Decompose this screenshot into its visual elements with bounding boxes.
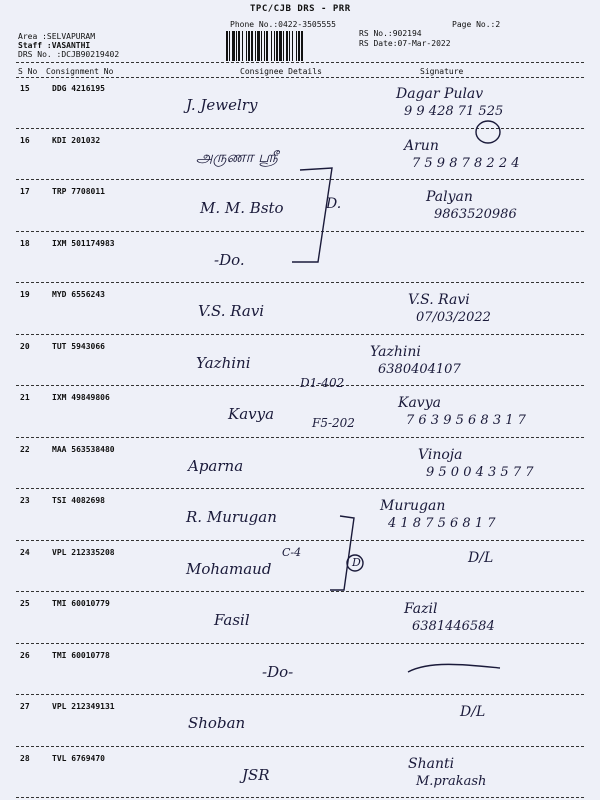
receiver-signature: Palyan <box>426 189 473 205</box>
receiver-signature: Yazhini <box>370 343 421 360</box>
row-serial-number: 18 <box>20 238 30 248</box>
receiver-phone-handwritten: 9863520986 <box>434 207 517 222</box>
row-consignment-number: TVL 6769470 <box>52 753 105 763</box>
receiver-signature: Arun <box>404 137 439 154</box>
row-consignment-number: VPL 212349131 <box>52 702 115 711</box>
row-serial-number: 19 <box>20 290 30 299</box>
rs-number: RS No.:902194 <box>359 29 422 38</box>
row-serial-number: 23 <box>20 496 30 505</box>
consignee-name-handwritten: M. M. Bsto <box>200 199 284 217</box>
consignee-name-handwritten: J. Jewelry <box>186 96 258 114</box>
bracket-stroke-rows-17-19 <box>292 168 332 262</box>
column-sno: S No <box>18 67 38 76</box>
column-consignee: Consignee Details <box>240 67 322 76</box>
receiver-phone-handwritten: 6381446584 <box>412 619 495 634</box>
consignee-name-handwritten: Mohamaud <box>186 559 272 578</box>
receiver-signature: D/L <box>460 704 486 720</box>
receiver-phone-handwritten: 07/03/2022 <box>416 310 491 325</box>
consignee-name-handwritten: -Do. <box>214 250 245 269</box>
document-title: TPC/CJB DRS - PRR <box>250 4 351 14</box>
row-consignment-number: TSI 4082698 <box>52 496 105 505</box>
row-consignment-number: KDI 201032 <box>52 135 101 145</box>
row-consignment-number: DDG 4216195 <box>52 84 105 93</box>
row-serial-number: 28 <box>20 753 30 763</box>
area-label: Area :SELVAPURAM <box>18 32 96 41</box>
row-consignment-number: VPL 212335208 <box>52 547 115 557</box>
drs-number: DRS No. :DCJB90219402 <box>18 50 120 59</box>
row-consignment-number: TMI 60010778 <box>52 650 110 660</box>
row-serial-number: 24 <box>20 547 30 557</box>
staff-label: Staff :VASANTHI <box>18 41 91 50</box>
receiver-signature: Kavya <box>398 395 441 411</box>
row-consignment-number: TUT 5943066 <box>52 341 105 351</box>
receiver-signature: Shanti <box>408 755 455 772</box>
receiver-signature: D/L <box>468 549 494 566</box>
row-serial-number: 17 <box>20 187 30 196</box>
consignee-name-handwritten: Yazhini <box>196 353 251 372</box>
page-number: Page No.:2 <box>452 20 501 29</box>
row-consignment-number: MAA 563538480 <box>52 444 115 454</box>
consignee-name-handwritten: JSR <box>242 765 270 784</box>
row-serial-number: 27 <box>20 702 30 711</box>
receiver-signature: Vinoja <box>418 446 463 463</box>
row-consignment-number: TMI 60010779 <box>52 599 110 608</box>
receiver-phone-handwritten: 6380404107 <box>378 361 461 377</box>
row-consignment-number: IXM 49849806 <box>52 393 110 402</box>
row-serial-number: 21 <box>20 393 30 402</box>
annotation-d: D. <box>326 196 342 212</box>
row-consignment-number: TRP 7708011 <box>52 187 105 196</box>
consignee-name-handwritten: R. Murugan <box>186 508 277 526</box>
column-consignment: Consignment No <box>46 67 114 76</box>
consignee-name-handwritten: V.S. Ravi <box>198 302 265 320</box>
annotation-c4: C-4 <box>282 546 302 559</box>
row-serial-number: 22 <box>20 444 30 454</box>
row-consignment-number: MYD 6556243 <box>52 290 105 299</box>
row-serial-number: 16 <box>20 135 30 145</box>
row-consignment-number: IXM 501174983 <box>52 238 115 248</box>
consignee-name-handwritten: Shoban <box>188 714 246 732</box>
row-serial-number: 25 <box>20 599 30 608</box>
circle-mark <box>347 555 363 571</box>
consignee-name-handwritten: Aparna <box>188 456 244 475</box>
receiver-signature: Murugan <box>380 498 446 514</box>
row-serial-number: 15 <box>20 84 30 93</box>
strike-line <box>408 664 500 672</box>
receiver-phone-handwritten: 4 1 8 7 5 6 8 1 7 <box>388 516 496 531</box>
annotation-flat-f5: F5-202 <box>312 416 355 430</box>
receiver-phone-handwritten: 9 9 428 71 525 <box>404 104 504 119</box>
consignee-name-handwritten: Fasil <box>214 611 250 629</box>
column-signature: Signature <box>420 67 464 76</box>
receiver-signature: Fazil <box>404 601 438 617</box>
consignee-name-handwritten: Kavya <box>228 405 275 423</box>
row-serial-number: 20 <box>20 341 30 351</box>
bracket-stroke-rows-25-26 <box>330 516 354 590</box>
receiver-signature: Dagar Pulav <box>396 86 484 102</box>
rs-date: RS Date:07-Mar-2022 <box>359 39 451 48</box>
row-serial-number: 26 <box>20 650 30 660</box>
receiver-phone-handwritten: M.prakash <box>416 773 487 789</box>
receiver-phone-handwritten: 7 6 3 9 5 6 8 3 1 7 <box>406 413 526 428</box>
receiver-signature: V.S. Ravi <box>408 292 470 308</box>
consignee-name-handwritten: -Do- <box>262 662 294 681</box>
receiver-phone-handwritten: 9 5 0 0 4 3 5 7 7 <box>426 464 534 480</box>
consignee-name-handwritten: அருணா ஸ்ரீ <box>196 147 278 166</box>
signature-loop <box>476 121 500 143</box>
annotation-flat-d1: D1-402 <box>300 376 345 390</box>
phone-number: Phone No.:0422-3505555 <box>230 20 336 29</box>
annotation-circle-d: D <box>352 556 361 569</box>
receiver-phone-handwritten: 7 5 9 8 7 8 2 2 4 <box>412 155 520 171</box>
